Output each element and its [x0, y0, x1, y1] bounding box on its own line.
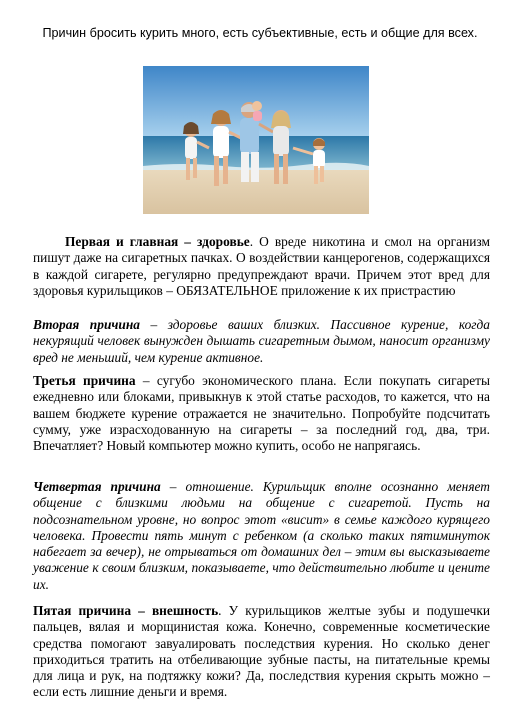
paragraph-appearance [33, 603, 490, 701]
paragraph-health [33, 234, 490, 299]
paragraph-lead: Вторая причина [33, 317, 141, 332]
paragraph-text: . О вреде никотина и смол на организм пишут даже на сигаретных пачках. О воздействии канцерогенов, содержащихся в каждой сигарете, регулярно предупреждают врачи. Причем этот вред для здоровья курильщиков – ОБЯЗАТЕЛЬНОЕ приложение к их пристрастию [33, 234, 491, 298]
paragraph-lead: Четвертая причина [33, 479, 161, 494]
paragraph-family-health [33, 317, 490, 366]
paragraph-text: – сугубо экономического плана. Если покупать сигареты ежедневно или блоками, привыкнув к этой статье расходов, то кажется, что на вашем бюджете курение отражается не значительно. Попробуйте подсчитать сумму, уже израсходованную на сигареты – за последний год, два, три. Впечатляет? Новый компьютер можно купить, особо не напрягаясь. [33, 373, 490, 454]
intro-line: Причин бросить курить много, есть субъективные, есть и общие для всех. [42, 26, 478, 40]
family-beach-photo [143, 66, 369, 214]
paragraph-text: – здоровье ваших близких. Пассивное курение, когда некурящий человек вынужден дышать сигаретным дымом, наносит организму вред не меньший, чем курение активное. [33, 317, 490, 365]
paragraph-lead: Пятая причина – внешность [33, 603, 219, 618]
paragraph-relationship [33, 479, 490, 593]
paragraph-text: . У курильщиков желтые зубы и подушечки пальцев, вялая и морщинистая кожа. Конечно, современные косметические средства помогают завуалировать последствия курения. Но сколько денег приходиться тратить на отбеливающие зубные пасты, на питательные кремы для лица и рук, на подтяжку кожи? Да, последствия курения скрыть можно – если есть лишние деньги и время. [33, 603, 491, 700]
paragraph-lead: Первая и главная – здоровье [65, 234, 250, 249]
paragraph-economy [33, 373, 490, 454]
paragraph-lead: Третья причина [33, 373, 136, 388]
paragraph-text: – отношение. Курильщик вполне осознанно меняет общение с близкими людьми на общение с сигаретой. Пусть на подсознательном уровне, но вопрос этот «висит» в семье каждого курящего человека. Провести пять минут с ребенком (а сколько таких пятиминуток набегает за вечер), не отрываться от домашних дел – этим вы высказываете уважение к своим близким, показываете, что действительно любите и цените их. [33, 479, 490, 592]
